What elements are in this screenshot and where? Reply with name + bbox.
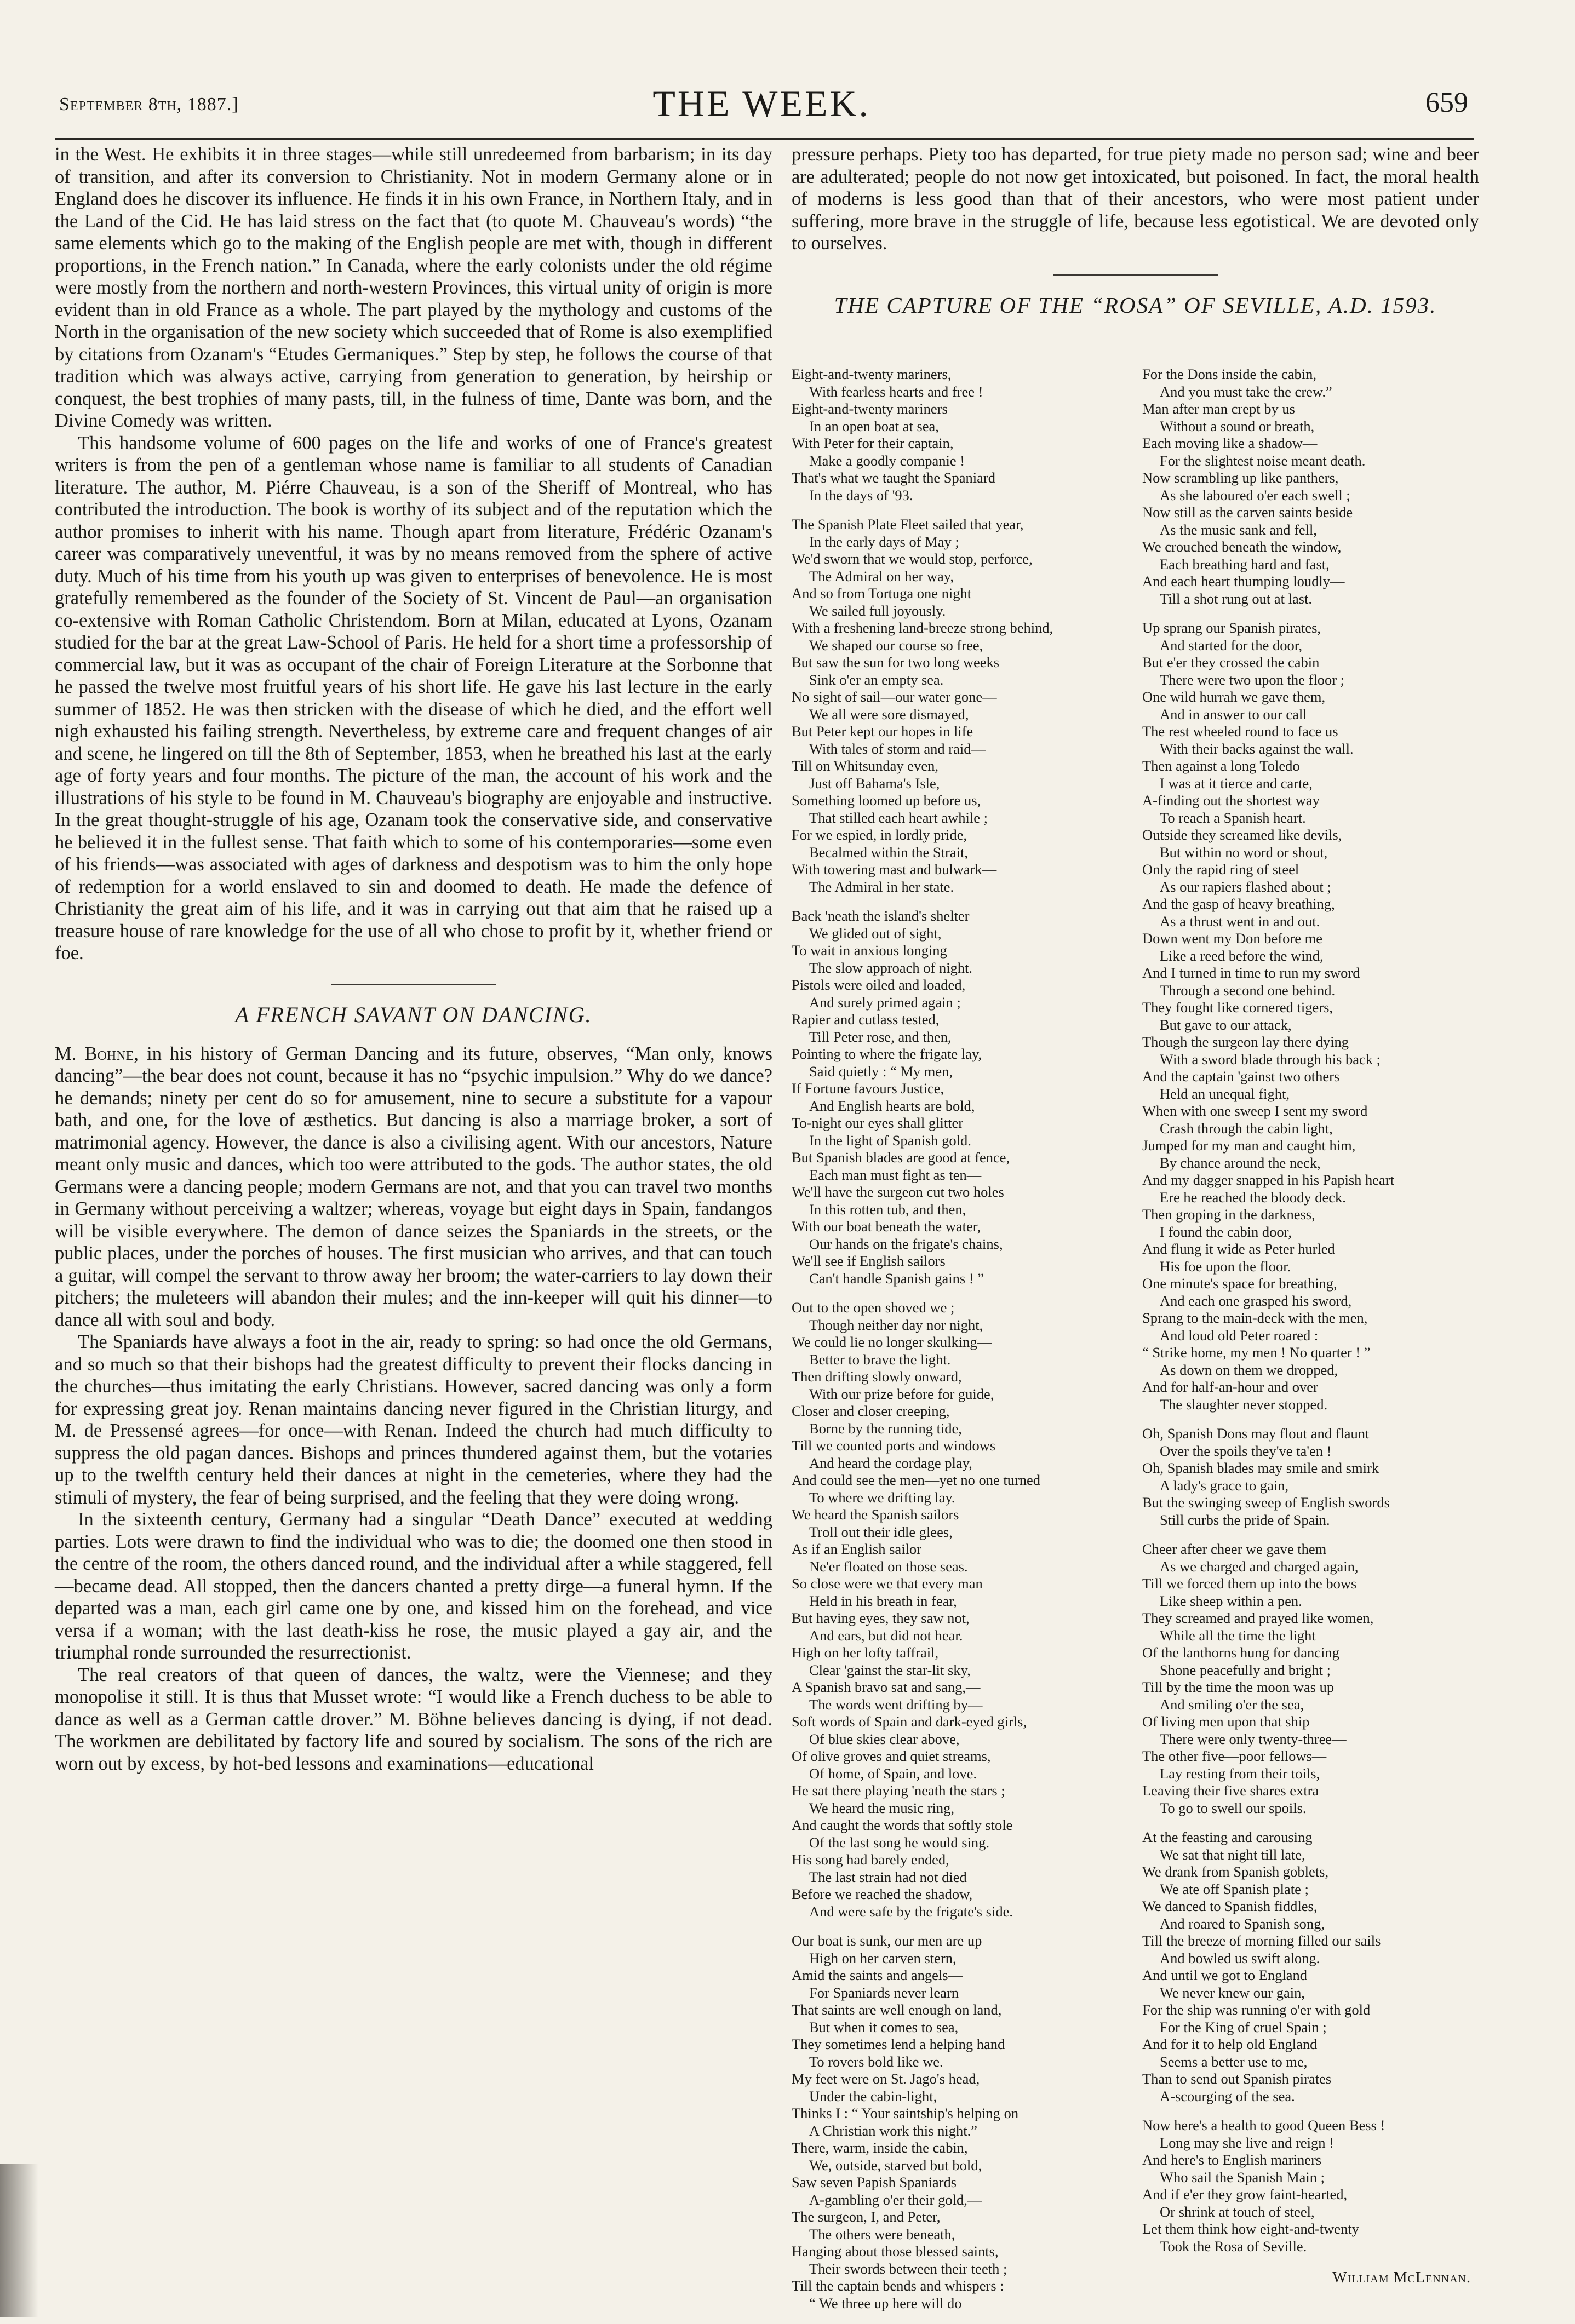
poem-line: For we espied, in lordly pride, [792, 827, 967, 843]
poem-line: That saints are well enough on land, [792, 2001, 1002, 2018]
poem-line: Up sprang our Spanish pirates, [1142, 619, 1321, 636]
poem-line: Then groping in the darkness, [1142, 1206, 1315, 1223]
poem-line: They screamed and prayed like women, [1142, 1610, 1374, 1626]
poem-line: Our boat is sunk, our men are up [792, 1932, 982, 1949]
poem-line: And heard the cordage play, [809, 1454, 972, 1471]
poem-line: And the captain 'gainst two others [1142, 1068, 1340, 1084]
poem-line: And roared to Spanish song, [1160, 1915, 1325, 1932]
poem-line: I was at it tierce and carte, [1160, 774, 1313, 791]
poem-line: Now scrambling up like panthers, [1142, 469, 1339, 486]
page-edge-stain [0, 2164, 38, 2317]
poem-line: One wild hurrah we gave them, [1142, 688, 1326, 705]
poem-line: While all the time the light [1160, 1627, 1316, 1644]
poem-line: In the early days of May ; [809, 533, 959, 550]
poem-line: And if e'er they grow faint-hearted, [1142, 2186, 1348, 2202]
poem-line: To go to swell our spoils. [1160, 1799, 1307, 1816]
poem [792, 366, 1476, 2311]
poem-line: For the ship was running o'er with gold [1142, 2001, 1371, 2018]
poem-line: High on her carven stern, [809, 1949, 957, 1966]
poem-stanza [792, 1932, 1126, 2312]
poem-line: Till the captain bends and whispers : [792, 2277, 1004, 2294]
poem-line: High on her lofty taffrail, [792, 1644, 939, 1661]
poem-line: And started for the door, [1160, 636, 1303, 653]
poem-line: There were only twenty-three— [1160, 1730, 1347, 1747]
poem-line: Now here's a health to good Queen Bess ! [1142, 2117, 1385, 2133]
poem-line: But e'er they crossed the cabin [1142, 654, 1320, 670]
poem-line: As our rapiers flashed about ; [1160, 878, 1331, 895]
poem-line: Than to send out Spanish pirates [1142, 2070, 1332, 2087]
poem-line: That stilled each heart awhile ; [809, 809, 988, 826]
poem-line: And smiling o'er the sea, [1160, 1696, 1304, 1713]
poem-line: No sight of sail—our water gone— [792, 688, 997, 705]
poem-line: And caught the words that softly stole [792, 1817, 1013, 1833]
poem-line: Pistols were oiled and loaded, [792, 977, 966, 993]
poem-stanza [792, 516, 1126, 896]
poem-line: He sat there playing 'neath the stars ; [792, 1782, 1005, 1799]
poem-line: Of blue skies clear above, [809, 1730, 960, 1747]
poem-line: Took the Rosa of Seville. [1160, 2237, 1307, 2254]
poem-stanza [792, 366, 1126, 504]
poem-line: I found the cabin door, [1160, 1223, 1292, 1240]
poem-line: Pointing to where the frigate lay, [792, 1046, 982, 1062]
poem-line: One minute's space for breathing, [1142, 1275, 1337, 1292]
poem-line: But gave to our attack, [1160, 1016, 1292, 1033]
poem-column-2 [1142, 366, 1476, 2287]
poem-stanza [1142, 619, 1476, 1413]
poem-line: Troll out their idle glees, [809, 1523, 953, 1540]
poem-line: A Christian work this night.” [809, 2122, 977, 2139]
poem-line: We'll have the surgeon cut two holes [792, 1184, 1004, 1200]
poem-line: Of olive groves and quiet streams, [792, 1748, 991, 1764]
poem-line: And English hearts are bold, [809, 1097, 975, 1114]
poem-line: We sat that night till late, [1160, 1846, 1305, 1863]
poem-line: Their swords between their teeth ; [809, 2260, 1007, 2277]
poem-line: Oh, Spanish blades may smile and smirk [1142, 1460, 1379, 1476]
poem-line: His song had barely ended, [792, 1851, 949, 1868]
poem-line: And you must take the crew.” [1160, 383, 1332, 400]
poem-line: And each heart thumping loudly— [1142, 573, 1345, 589]
poem-line: The words went drifting by— [809, 1696, 983, 1713]
poem-line: A-scourging of the sea. [1160, 2087, 1295, 2104]
ozanam-paragraph: This handsome volume of 600 pages on the life and works of one of France's greatest writers is from the pen of a gentleman whose name is familiar to all students of Canadian literature. The author, M. Piérre Chauveau, is a son of the Sheriff of Montreal, who has contributed the introduction. The book is worthy of its subject and of the reputation which the author promises to inherit with his name. Though apart from literature, Frédéric Ozanam's career was comparatively uneventful, it was by no means removed from the sphere of active duty. Much of his time from his youth up was given to enterprises of benevolence. He is most gratefully remembered as the founder of the Society of St. Vincent de Paul—an organisation co-extensive with Roman Catholic Christendom. Born at Milan, educated at Lyons, Ozanam studied for the bar at the great Law-School of Paris. He held for a short time a professorship of commercial law, but it was as occupant of the chair of Foreign Literature at the Sorbonne that he passed the twelve most fruitful years of his short life. He gave his last lecture in the early summer of 1852. He was then stricken with the disease of which he died, and the effort well nigh exhausted his failing strength. Nevertheless, by extreme care and frequent changes of air and scene, he lingered on till the 8th of September, 1853, when he breathed his last at the early age of forty years and four months. The picture of the man, the account of his work and the illustrations of his style to be found in M. Chauveau's biography are enjoyable and instructive. In the great thought-struggle of his age, Ozanam took the conservative side, and conservative he believed it in the fullest sense. That faith which to some of his contemporaries—some even of his friends—was associated with ages of darkness and despotism was to him the only hope of redemption for a world enslaved to sin and doomed to death. He made the defence of Christianity the great aim of his life, and it was in carrying out that aim that he raised up a treasure house of rare knowledge for the use of all who chose to profit by it, whether friend or foe. [55, 432, 772, 963]
poem-line: With their backs against the wall. [1160, 740, 1354, 757]
poem-line: “ We three up here will do [809, 2294, 962, 2311]
poem-line: To where we drifting lay. [809, 1489, 955, 1506]
poem-line: With towering mast and bulwark— [792, 861, 997, 877]
poem-line: Though neither day nor night, [809, 1316, 983, 1333]
poem-line: Of home, of Spain, and love. [809, 1765, 977, 1782]
continuation-paragraph: pressure perhaps. Piety too has departed, for true piety made no person sad; wine and beer are adulterated; people do not now get intoxicated, but poisoned. In fact, the moral health of moderns is less good than that of their ancestors, who were most patient under suffering, more brave in the struggle of life, because less egotistical. We are devoted only to ourselves. [792, 144, 1479, 254]
masthead-title: THE WEEK. [652, 83, 870, 124]
poem-line: A-finding out the shortest way [1142, 792, 1320, 808]
poem-line: And could see the men—yet no one turned [792, 1472, 1041, 1488]
poem-line: Till we forced them up into the bows [1142, 1575, 1357, 1592]
poem-line: Eight-and-twenty mariners [792, 400, 948, 417]
poem-line: Till by the time the moon was up [1142, 1679, 1335, 1695]
poem-line: There were two upon the floor ; [1160, 671, 1345, 688]
poem-line: Long may she live and reign ! [1160, 2134, 1334, 2151]
poem-line: And for half-an-hour and over [1142, 1379, 1318, 1395]
poem-stanza [1142, 1829, 1476, 2105]
poem-line: And so from Tortuga one night [792, 585, 972, 601]
poem-line: Of the last song he would sing. [809, 1834, 990, 1851]
poem-line: In the light of Spanish gold. [809, 1132, 971, 1149]
poem-line: Lay resting from their toils, [1160, 1765, 1320, 1782]
poem-line: And surely primed again ; [809, 994, 961, 1011]
poem-line: They fought like cornered tigers, [1142, 999, 1333, 1015]
poem-line: And each one grasped his sword, [1160, 1292, 1352, 1309]
poem-line: As if an English sailor [792, 1541, 921, 1557]
poem-line: But Peter kept our hopes in life [792, 723, 973, 739]
poem-line: But when it comes to sea, [809, 2018, 959, 2035]
poem-line: As the music sank and fell, [1160, 521, 1318, 538]
poem-line: We, outside, starved but bold, [809, 2156, 982, 2173]
poem-line: So close were we that every man [792, 1575, 983, 1592]
poem-line: Becalmed within the Strait, [809, 843, 968, 860]
poem-stanza [1142, 2117, 1476, 2255]
poem-line: Held an unequal fight, [1160, 1085, 1290, 1102]
poem-line: Closer and closer creeping, [792, 1403, 950, 1419]
poem-line: And here's to English mariners [1142, 2151, 1322, 2168]
poem-line: But having eyes, they saw not, [792, 1610, 970, 1626]
poem-line: The slow approach of night. [809, 959, 973, 976]
dancing-paragraph-2: The Spaniards have always a foot in the air, ready to spring: so had once the old Germans, and so much so that their bishops had the greatest difficulty to prevent their flocks dancing in the churches—thus imitating the early Christians. However, sacred dancing was only a form for expressing great joy. Renan maintains dancing never figured in the Christian liturgy, and M. de Pressensé agrees—for once—with Renan. Indeed the church had much difficulty to suppress the old pagan dances. Bishops and princes thundered against them, but the votaries up to the twelfth century held their dances at night in the cemeteries, where they had the stimuli of mystery, the fear of being surprised, and the feeling that they were doing wrong. [55, 1332, 772, 1508]
poem-stanza [792, 1299, 1126, 1920]
poem-line: But the swinging sweep of English swords [1142, 1494, 1390, 1511]
poem-line: And ears, but did not hear. [809, 1627, 963, 1644]
poem-line: Leaving their five shares extra [1142, 1782, 1319, 1799]
poem-line: With a freshening land-breeze strong behind, [792, 619, 1053, 636]
poem-line: Oh, Spanish Dons may flout and flaunt [1142, 1425, 1370, 1442]
poem-line: Of the lanthorns hung for dancing [1142, 1644, 1339, 1661]
poem-line: To wait in anxious longing [792, 942, 947, 959]
poem-line: Each moving like a shadow— [1142, 435, 1318, 451]
poem-line: The last strain had not died [809, 1868, 967, 1885]
poem-title: THE CAPTURE OF THE “ROSA” OF SEVILLE, A.D. 1593. [834, 292, 1437, 318]
poem-line: A lady's grace to gain, [1160, 1477, 1289, 1494]
poem-line: And flung it wide as Peter hurled [1142, 1241, 1335, 1257]
poem-line: We shaped our course so free, [809, 636, 983, 653]
poem-line: The other five—poor fellows— [1142, 1748, 1327, 1764]
poem-line: By chance around the neck, [1160, 1154, 1321, 1171]
poem-line: Amid the saints and angels— [792, 1967, 963, 1983]
poem-line: We'd sworn that we would stop, perforce, [792, 550, 1033, 567]
poem-line: With Peter for their captain, [792, 435, 954, 451]
poem-line: And until we got to England [1142, 1967, 1308, 1983]
poem-line: Ere he reached the bloody deck. [1160, 1189, 1346, 1206]
poem-line: We'll see if English sailors [792, 1253, 946, 1269]
poem-line: Man after man crept by us [1142, 400, 1295, 417]
poem-line: For the slightest noise meant death. [1160, 452, 1366, 469]
poem-line: We never knew our gain, [1160, 1984, 1305, 2001]
poem-stanza [792, 908, 1126, 1287]
poem-line: Sprang to the main-deck with the men, [1142, 1310, 1368, 1326]
poem-line: Cheer after cheer we gave them [1142, 1541, 1327, 1557]
poem-stanza [1142, 366, 1476, 607]
poem-line: As down on them we dropped, [1160, 1361, 1338, 1378]
poem-line: Or shrink at touch of steel, [1160, 2203, 1315, 2220]
poem-line: We heard the music ring, [809, 1799, 954, 1816]
poem-line: “ Strike home, my men ! No quarter ! ” [1142, 1344, 1371, 1361]
poem-line: Sink o'er an empty sea. [809, 671, 944, 688]
poem-line: Till we counted ports and windows [792, 1437, 996, 1454]
poem-line: Thinks I : “ Your saintship's helping on [792, 2105, 1019, 2121]
poem-line: And I turned in time to run my sword [1142, 965, 1360, 981]
poem-line: Till on Whitsunday even, [792, 758, 938, 774]
poem-line: Then drifting slowly onward, [792, 1368, 962, 1385]
poem-line: Of living men upon that ship [1142, 1713, 1310, 1730]
poem-line: Ne'er floated on those seas. [809, 1558, 968, 1575]
poem-line: If Fortune favours Justice, [792, 1080, 944, 1097]
poem-line: Hanging about those blessed saints, [792, 2243, 999, 2259]
poem-line: To reach a Spanish heart. [1160, 809, 1306, 826]
poem-line: For Spaniards never learn [809, 1984, 959, 2001]
poem-line: But within no word or shout, [1160, 843, 1328, 860]
poem-line: Better to brave the light. [809, 1351, 951, 1368]
poem-line: And the gasp of heavy breathing, [1142, 896, 1335, 912]
poem-line: Jumped for my man and caught him, [1142, 1137, 1356, 1154]
poem-line: But saw the sun for two long weeks [792, 654, 1000, 670]
poem-line: As she laboured o'er each swell ; [1160, 486, 1350, 503]
poem-line: We crouched beneath the window, [1142, 538, 1342, 555]
poem-line: And loud old Peter roared : [1160, 1327, 1319, 1344]
poem-line: My feet were on St. Jago's head, [792, 2070, 980, 2087]
poem-line: Each breathing hard and fast, [1160, 555, 1330, 572]
poem-line: Still curbs the pride of Spain. [1160, 1511, 1330, 1528]
poem-line: With tales of storm and raid— [809, 740, 986, 757]
poem-line: Shone peacefully and bright ; [1160, 1661, 1331, 1678]
poem-divider [1053, 274, 1218, 276]
poem-line: Borne by the running tide, [809, 1420, 962, 1437]
poem-line: Before we reached the shadow, [792, 1886, 973, 1902]
poem-line: Can't handle Spanish gains ! ” [809, 1270, 984, 1287]
poem-line: Our hands on the frigate's chains, [809, 1235, 1003, 1252]
poem-line: And were safe by the frigate's side. [809, 1903, 1013, 1920]
page-number: 659 [1425, 87, 1468, 118]
poem-line: We sailed full joyously. [809, 602, 946, 619]
poem-line: Over the spoils they've ta'en ! [1160, 1442, 1332, 1459]
poem-column-2-stanzas [1142, 366, 1476, 2255]
poem-line: A Spanish bravo sat and sang,— [792, 1679, 981, 1695]
poem-line: Saw seven Papish Spaniards [792, 2174, 957, 2190]
poem-line: Till a shot rung out at last. [1160, 590, 1313, 607]
poem-line: Each man must fight as ten— [809, 1166, 982, 1183]
poem-line: Through a second one behind. [1160, 982, 1336, 999]
poem-line: We danced to Spanish fiddles, [1142, 1898, 1318, 1914]
poem-line: Out to the open shoved we ; [792, 1299, 955, 1316]
poem-line: As we charged and charged again, [1160, 1558, 1359, 1575]
poem-line: Back 'neath the island's shelter [792, 908, 970, 924]
issue-date: September 8th, 1887.] [59, 94, 239, 114]
poem-line: We drank from Spanish goblets, [1142, 1863, 1329, 1880]
dancing-paragraph-4: The real creators of that queen of dances, the waltz, were the Viennese; and they monopolise it still. It is thus that Musset wrote: “I would like a French duchess to be able to dance as well as a German cattle drover.” M. Böhne believes dancing is dying, if not dead. The workmen are debilitated by factory life and soured by socialism. The sons of the rich are worn out by excess, by hot-bed lessons and examinations—educational [55, 1664, 772, 1774]
poem-line: With a sword blade through his back ; [1160, 1051, 1381, 1068]
poem-line: They sometimes lend a helping hand [792, 2036, 1005, 2052]
poem-line: A-gambling o'er their gold,— [809, 2191, 982, 2208]
poem-line: We glided out of sight, [809, 925, 942, 942]
poem-line: Something loomed up before us, [792, 792, 981, 808]
poem-line: And bowled us swift along. [1160, 1949, 1320, 1966]
poem-line: For the King of cruel Spain ; [1160, 2018, 1327, 2035]
poem-line: Outside they screamed like devils, [1142, 827, 1342, 843]
poem-line: Clear 'gainst the star-lit sky, [809, 1661, 971, 1678]
poem-line: Held in his breath in fear, [809, 1592, 957, 1609]
poem-line: Then against a long Toledo [1142, 758, 1300, 774]
poem-line: We all were sore dismayed, [809, 705, 969, 722]
right-column [792, 144, 1479, 339]
poem-line: Till Peter rose, and then, [809, 1028, 952, 1045]
poem-line: And my dagger snapped in his Papish heart [1142, 1172, 1394, 1188]
poem-line: We heard the Spanish sailors [792, 1506, 959, 1523]
poem-line: With our boat beneath the water, [792, 1218, 981, 1235]
page-header [55, 82, 1468, 131]
poem-line: The surgeon, I, and Peter, [792, 2208, 941, 2225]
poem-line: Now still as the carven saints beside [1142, 504, 1353, 520]
poem-line: For the Dons inside the cabin, [1142, 366, 1316, 382]
poem-line: And in answer to our call [1160, 705, 1307, 722]
poem-line: Only the rapid ring of steel [1142, 861, 1299, 877]
poem-line: In the days of '93. [809, 486, 913, 503]
poem-line: Like sheep within a pen. [1160, 1592, 1302, 1609]
review-paragraph: in the West. He exhibits it in three stages—while still unredeemed from barbarism; in its day of transition, and after its conversion to Christianity. Not in modern Germany alone or in England does he discover its influence. He finds it in his own France, in Northern Italy, and in the Land of the Cid. He has laid stress on the fact that (to quote M. Chauveau's words) “the same elements which go to the making of the English people are met with, though in different proportions, in the French nation.” In Canada, where the early colonists under the old régime were mostly from the northern and north-western Provinces, this virtual unity of origin is more evident than in old France as a whole. The part played by the mythology and customs of the North in the organisation of the new society which succeeded that of Rome is also exemplified by citations from Ozanam's “Etudes Germaniques.” Step by step, he follows the course of that tradition which was always active, carrying from generation to generation, by heirship or conquest, the best trophies of many pasts, till, in the fulness of time, Dante was born, and the Divine Comedy was written. [55, 144, 772, 431]
left-column [55, 144, 772, 1775]
poem-line: Who sail the Spanish Main ; [1160, 2168, 1325, 2185]
poem-line: To rovers bold like we. [809, 2053, 943, 2070]
poem-line: To-night our eyes shall glitter [792, 1115, 964, 1131]
poem-line: We ate off Spanish plate ; [1160, 1880, 1309, 1897]
poem-line: Said quietly : “ My men, [809, 1063, 953, 1080]
poem-line: Make a goodly companie ! [809, 452, 965, 469]
poem-line: Rapier and cutlass tested, [792, 1011, 940, 1028]
poem-line: Without a sound or breath, [1160, 417, 1315, 434]
poem-line: We could lie no longer skulking— [792, 1334, 992, 1350]
poem-line: And for it to help old England [1142, 2036, 1318, 2052]
poem-line: In this rotten tub, and then, [809, 1201, 966, 1218]
poem-line: Soft words of Spain and dark-eyed girls, [792, 1713, 1027, 1730]
poem-line: The others were beneath, [809, 2225, 955, 2242]
poem-line: The Admiral in her state. [809, 878, 954, 895]
poem-line: Crash through the cabin light, [1160, 1120, 1333, 1137]
poem-column-1 [792, 366, 1126, 2324]
header-rule [55, 138, 1474, 140]
poem-line: Like a reed before the wind, [1160, 947, 1324, 964]
poem-line: The slaughter never stopped. [1160, 1396, 1328, 1413]
poem-line: Down went my Don before me [1142, 930, 1322, 946]
poem-line: Eight-and-twenty mariners, [792, 366, 952, 382]
poem-line: Just off Bahama's Isle, [809, 774, 940, 791]
poem-line: Under the cabin-light, [809, 2087, 937, 2104]
poem-line: With our prize before for guide, [809, 1385, 994, 1402]
poem-line: The rest wheeled round to face us [1142, 723, 1338, 739]
poem-line: Though the surgeon lay there dying [1142, 1034, 1349, 1050]
poem-line: Let them think how eight-and-twenty [1142, 2220, 1359, 2237]
poem-line: There, warm, inside the cabin, [792, 2139, 968, 2156]
poem-line: As a thrust went in and out. [1160, 913, 1320, 929]
poem-stanza [1142, 1425, 1476, 1529]
poem-line: The Spanish Plate Fleet sailed that year, [792, 516, 1024, 532]
poem-signature: William McLennan. [1332, 2269, 1471, 2286]
poem-line: With fearless hearts and free ! [809, 383, 983, 400]
article-title-dancing: A FRENCH SAVANT ON DANCING. [235, 1002, 592, 1027]
poem-line: At the feasting and carousing [1142, 1829, 1313, 1845]
poem-line: When with one sweep I sent my sword [1142, 1103, 1368, 1119]
dancing-paragraph-1 [55, 1043, 772, 1332]
dancing-paragraph-1-text: , in his history of German Dancing and its future, observes, “Man only, knows dancing”—the bear does not count, because it has no “psychic impulsion.” Why do we dance? he demands; ninety per cent do so for amusement, nine to secure a substitute for a vapour bath, and one, for the love of æsthetics. But dancing is also a marriage broker, a sort of matrimonial agency. However, the dance is also a civilising agent. With our ancestors, Nature meant only music and dances, which too were attributed to the gods. The author states, the old Germans were a dancing people; modern Germans are not, and that you can travel two months in Germany without perceiving a waltzer; whereas, voyage but eight days in Spain, fandangos will be visible everywhere. The demon of dance seizes the Spaniards in the streets, or the public places, under the porches of houses. The first musician who arrives, and that can touch a guitar, will compel the servant to throw away her broom; the water-carriers to lay down their pitchers; the muleteers will abandon their mules; and the inn-keeper will quit his dinner—to dance all with soul and body. [55, 1043, 772, 1330]
poem-stanza [1142, 1541, 1476, 1817]
author-name: M. Bohne [55, 1043, 134, 1064]
poem-line: Seems a better use to me, [1160, 2053, 1308, 2070]
section-divider [331, 984, 496, 985]
poem-line: The Admiral on her way, [809, 567, 954, 584]
poem-line: Till the breeze of morning filled our sails [1142, 1932, 1381, 1949]
poem-line: But Spanish blades are good at fence, [792, 1149, 1010, 1166]
poem-line: In an open boat at sea, [809, 417, 939, 434]
dancing-paragraph-3: In the sixteenth century, Germany had a singular “Death Dance” executed at wedding parties. Lots were drawn to find the individual who was to die; the doomed one then stood in the centre of the room, the others danced round, and the individual after a while staggered, fell—became dead. All stopped, then the dancers chanted a pretty dirge—a funeral hymn. If the departed was a man, each girl came one by one, and kissed him on the forehead, and vice versa if a woman; with the last death-kiss he rose, the music played a gay air, and the triumphal ronde surrounded the resurrectionist. [55, 1509, 772, 1663]
poem-line: His foe upon the floor. [1160, 1258, 1291, 1275]
poem-line: That's what we taught the Spaniard [792, 469, 995, 486]
